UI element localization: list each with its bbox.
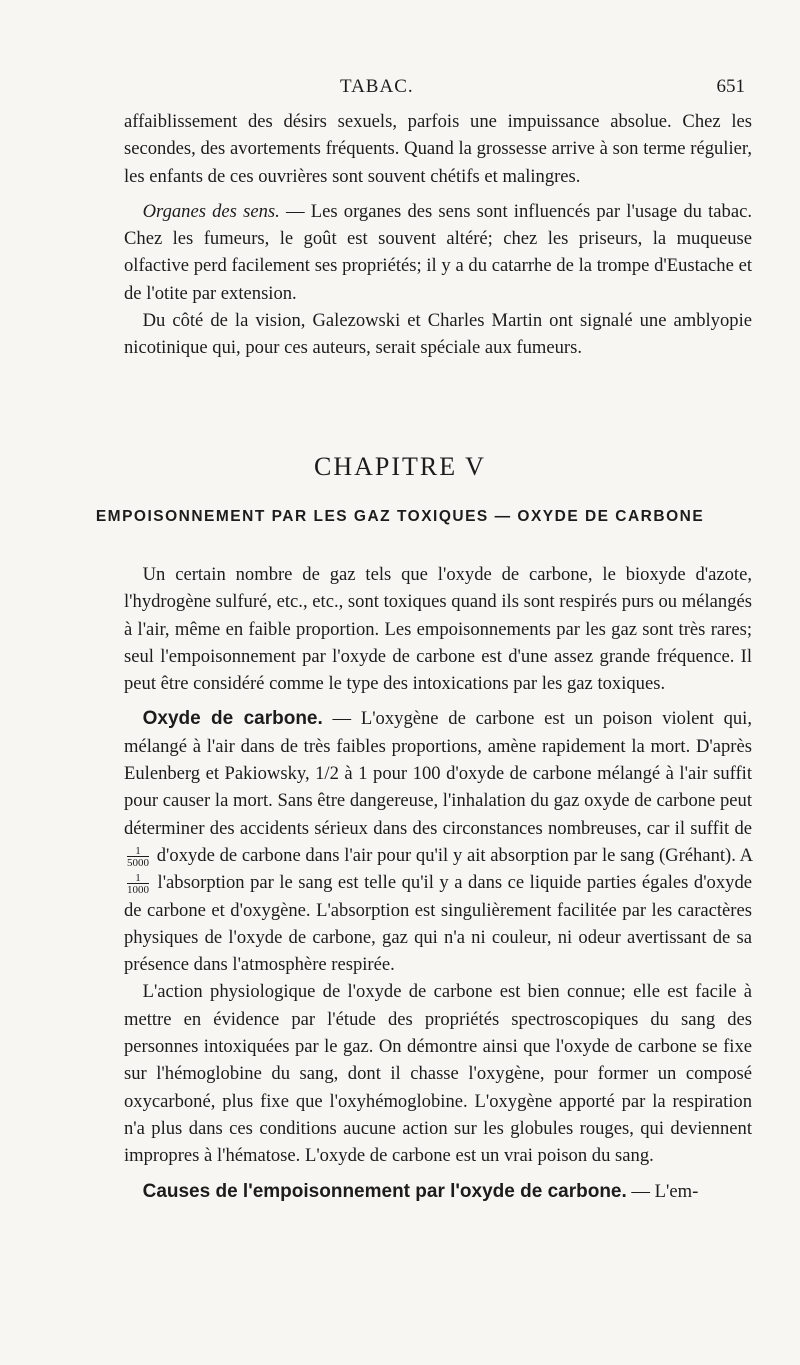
- running-head: TABAC.: [340, 76, 414, 97]
- causes-text: — L'em-: [626, 1180, 699, 1202]
- oxyde-text-b: d'oxyde de carbone dans l'air pour qu'il y ait absorption par le sang (Gréhant). A: [156, 844, 752, 866]
- fraction-numerator: 1: [135, 844, 141, 857]
- action-paragraph: [124, 978, 752, 1169]
- causes-heading: Causes de l'empoisonnement par l'oxyde de carbone.: [142, 1180, 627, 1202]
- organes-heading: Organes des sens.: [142, 200, 280, 222]
- page-header: [0, 76, 800, 100]
- oxyde-paragraph: [124, 705, 752, 978]
- chapter-intro-paragraph: [124, 561, 752, 697]
- oxyde-text-a: — L'oxygène de carbone est un poison violent qui, mélangé à l'air dans de très faibles proportions, amène rapidement la mort. D'après Eulenberg et Pakiowsky, 1/2 à 1 pour 100 d'oxyde de carbone mélangé à l'air suffit pour causer la mort. Sans être dangereuse, l'inhalation du gaz oxyde de carbone peut déterminer des accidents sérieux dans des circonstances nombreuses, car il suffit de: [124, 708, 752, 839]
- vision-text: Du côté de la vision, Galezowski et Charles Martin ont signalé une amblyopie nicotinique qui, pour ces auteurs, serait spéciale aux fumeurs.: [124, 310, 752, 359]
- fraction-denominator: 5000: [127, 856, 149, 869]
- section-tabac-continued: [124, 108, 752, 362]
- oxyde-text-c: l'absorption par le sang est telle qu'il y a dans ce liquide parties égales d'oxyde de carbone et d'oxygène. L'absorption est singulièrement facilitée par les caractères physiques de l'oxyde de carbone, gaz qui n'a ni couleur, ni odeur avertissant de sa présence dans l'atmosphère respirée.: [124, 872, 752, 976]
- chapter-title: CHAPITRE V: [314, 452, 486, 481]
- oxyde-heading: Oxyde de carbone.: [142, 708, 323, 730]
- fraction-one-thousandth: [127, 873, 149, 895]
- fraction-numerator: 1: [135, 872, 141, 884]
- chapter-subtitle: EMPOISONNEMENT PAR LES GAZ TOXIQUES — OXYDE DE CARBONE: [95, 508, 705, 525]
- organes-text: — Les organes des sens sont influencés par l'usage du tabac. Chez les fumeurs, le goût est souvent altéré; chez les priseurs, la muqueuse olfactive perd facilement ses propriétés; il y a du catarrhe de la trompe d'Eustache et de l'otite par extension.: [124, 200, 752, 304]
- chapter-intro-text: Un certain nombre de gaz tels que l'oxyde de carbone, le bioxyde d'azote, l'hydrogène sulfuré, etc., etc., sont toxiques quand ils sont respirés purs ou mélangés à l'air, même en faible proportion. Les empoisonnements par les gaz sont très rares; seul l'empoisonnement par l'oxyde de carbone est d'une assez grande fréquence. Il peut être considéré comme le type des intoxications par les gaz toxiques.: [124, 564, 752, 695]
- action-text: L'action physiologique de l'oxyde de carbone est bien connue; elle est facile à mettre en évidence par l'étude des propriétés spectroscopiques du sang des personnes intoxiquées par le gaz. On démontre ainsi que l'oxyde de carbone se fixe sur l'hémoglobine du sang, dont il chasse l'oxygène, pour former un composé oxycarboné, plus fixe que l'oxyhémoglobine. L'oxygène apporté par la respiration n'a plus dans ces conditions aucune action sur les globules rouges, qui deviennent impropres à l'hématose. L'oxyde de carbone est un vrai poison du sang.: [124, 981, 752, 1167]
- vision-paragraph: [124, 307, 752, 362]
- fraction-one-five-thousandth: [127, 846, 149, 868]
- intro-paragraph: affaiblissement des désirs sexuels, parfois une impuissance absolue. Chez les secondes, des avortements fréquents. Quand la grossesse arrive à son terme régulier, les enfants de ces ouvrières sont souvent chétifs et malingres.: [124, 111, 752, 187]
- organes-paragraph: [124, 198, 752, 307]
- fraction-denominator: 1000: [127, 884, 149, 896]
- page-number: 651: [716, 76, 745, 97]
- section-oxyde-de-carbone: [124, 561, 752, 1205]
- causes-paragraph: [124, 1178, 752, 1205]
